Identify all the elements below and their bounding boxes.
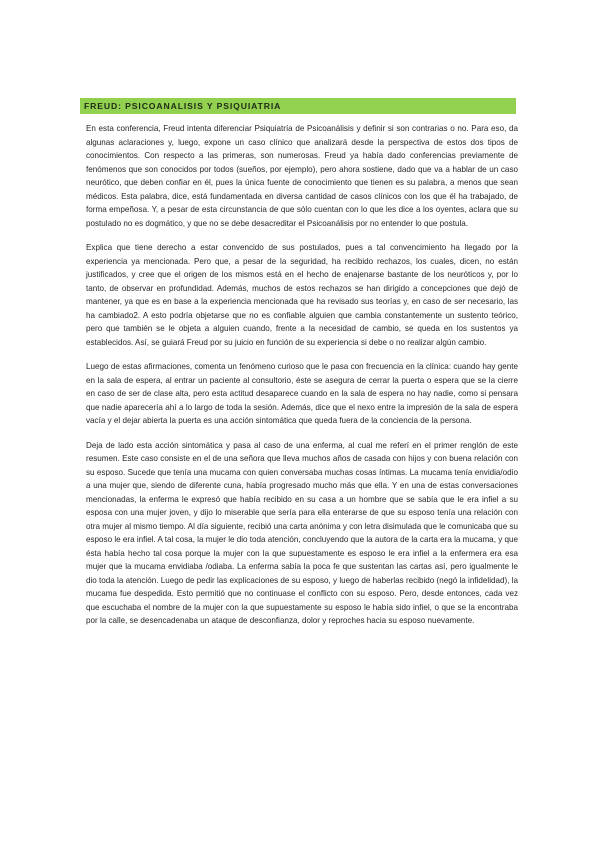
- paragraph-4: Deja de lado esta acción sintomática y pasa al caso de una enferma, al cual me referí en el primer renglón de este resumen. Este caso consiste en el de una señora que lleva muchos años de casada con hijos y con buena relación con su esposo. Sucede que tenía una mucama con quien conversaba muchas cosas íntimas. La mucama tenía envidia/odio a una mujer que, siendo de diferente cuna, había progresado mucho más que ella. Y en una de estas conversaciones mencionadas, la enferma le expresó que había recibido en su casa a un hombre que se sabía que le era infiel a su esposa con una mujer joven, y dijo lo miserable que sería para ella enterarse de que su esposo tenía una relación con otra mujer al mismo tiempo. Al día siguiente, recibió una carta anónima y con letra disimulada que le comunicaba que su esposo le era infiel. A tal cosa, la mujer le dio toda atención, concluyendo que la autora de la carta era la mucama, y que ésta había hecho tal cosa porque la mujer con la que supuestamente es esposo le era infiel a la enfermera era esa mujer que la mucama envidiaba /odiaba. La enferma sabía la poca fe que sustentan las cartas así, pero igualmente le dio toda la atención. Luego de pedir las explicaciones de su esposo, y luego de haberlas recibido (negó la infidelidad), la mucama fue despedida. Esto permitió que no continuase el conflicto con su esposo. Pero, desde entonces, cada vez que escuchaba el nombre de la mujer con la que supuestamente su esposo le había sido infiel, o que se la encontraba por la calle, se desencadenaba un ataque de desconfianza, dolor y reproches hacia su esposo nuevamente.: [86, 440, 518, 625]
- section-title: FREUD: PSICOANALISIS Y PSIQUIATRIA: [80, 98, 516, 114]
- body-text: [86, 122, 518, 639]
- paragraph-3: Luego de estas afirmaciones, comenta un fenómeno curioso que le pasa con frecuencia en la clínica: cuando hay gente en la sala de espera, al entrar un paciente al consultorio, éste se asegura de cerrar la puerta o espera que se la cierre en caso de ser de clase alta, pero esta actitud desaparece cuando en la sala de espera no hay nadie, como si pensara que nadie aparecería ahí a lo largo de toda la sesión. Además, dice que el nexo entre la impresión de la sala de espera vacía y el dejar abierta la puerta es una acción sintomática que queda fuera de la conciencia de la persona.: [86, 362, 518, 425]
- paragraph-2: Explica que tiene derecho a estar convencido de sus postulados, pues a tal convencimiento ha llegado por la experiencia ya mencionada. Pero que, a pesar de la seguridad, ha recibido rechazos, los cuales, dicen, no están justificados, y cree que el origen de los mismos está en el hecho de enajenarse bastante de los neuróticos y, por lo tanto, de observar en profundidad. Además, muchos de estos rechazos se han dirigido a concepciones que dejó de mantener, ya que es en base a la experiencia mencionada que ha revisado sus teorías y, en caso de ser necesario, las ha cambiado2. A esto podría objetarse que no es confiable alguien que cambia constantemente un sustento teórico, pero que también se le objeta a alguien cuando, frente a la necesidad de cambio, se queda en los sustentos ya establecidos. Así, se guiará Freud por su juicio en función de su experiencia si debe o no realizar algún cambio.: [86, 243, 518, 347]
- paragraph-1: En esta conferencia, Freud intenta diferenciar Psiquiatría de Psicoanálisis y definir si son contrarias o no. Para eso, da algunas aclaraciones y, luego, expone un caso clínico que analizará desde la perspectiva de estos dos tipos de conocimientos. Con respecto a las primeras, son numerosas. Freud ya había dado conferencias previamente de fenómenos que son conocidos por todos (sueños, por ejemplo), pero ahora sostiene, dado que va a hablar de un caso neurótico, que deben confiar en él, pues la única fuente de conocimiento que tienen es su palabra, a menos que sean médicos. Esta palabra, dice, está fundamentada en diversa cantidad de casos clínicos con los que él ha trabajado, de forma empeñosa. Y, a pesar de esta circunstancia de que sólo cuentan con lo que les dice a los oyentes, aclara que su postulado no es dogmático, y que no se debe desacreditar el Psicoanálisis por no entender lo que postula.: [86, 124, 518, 228]
